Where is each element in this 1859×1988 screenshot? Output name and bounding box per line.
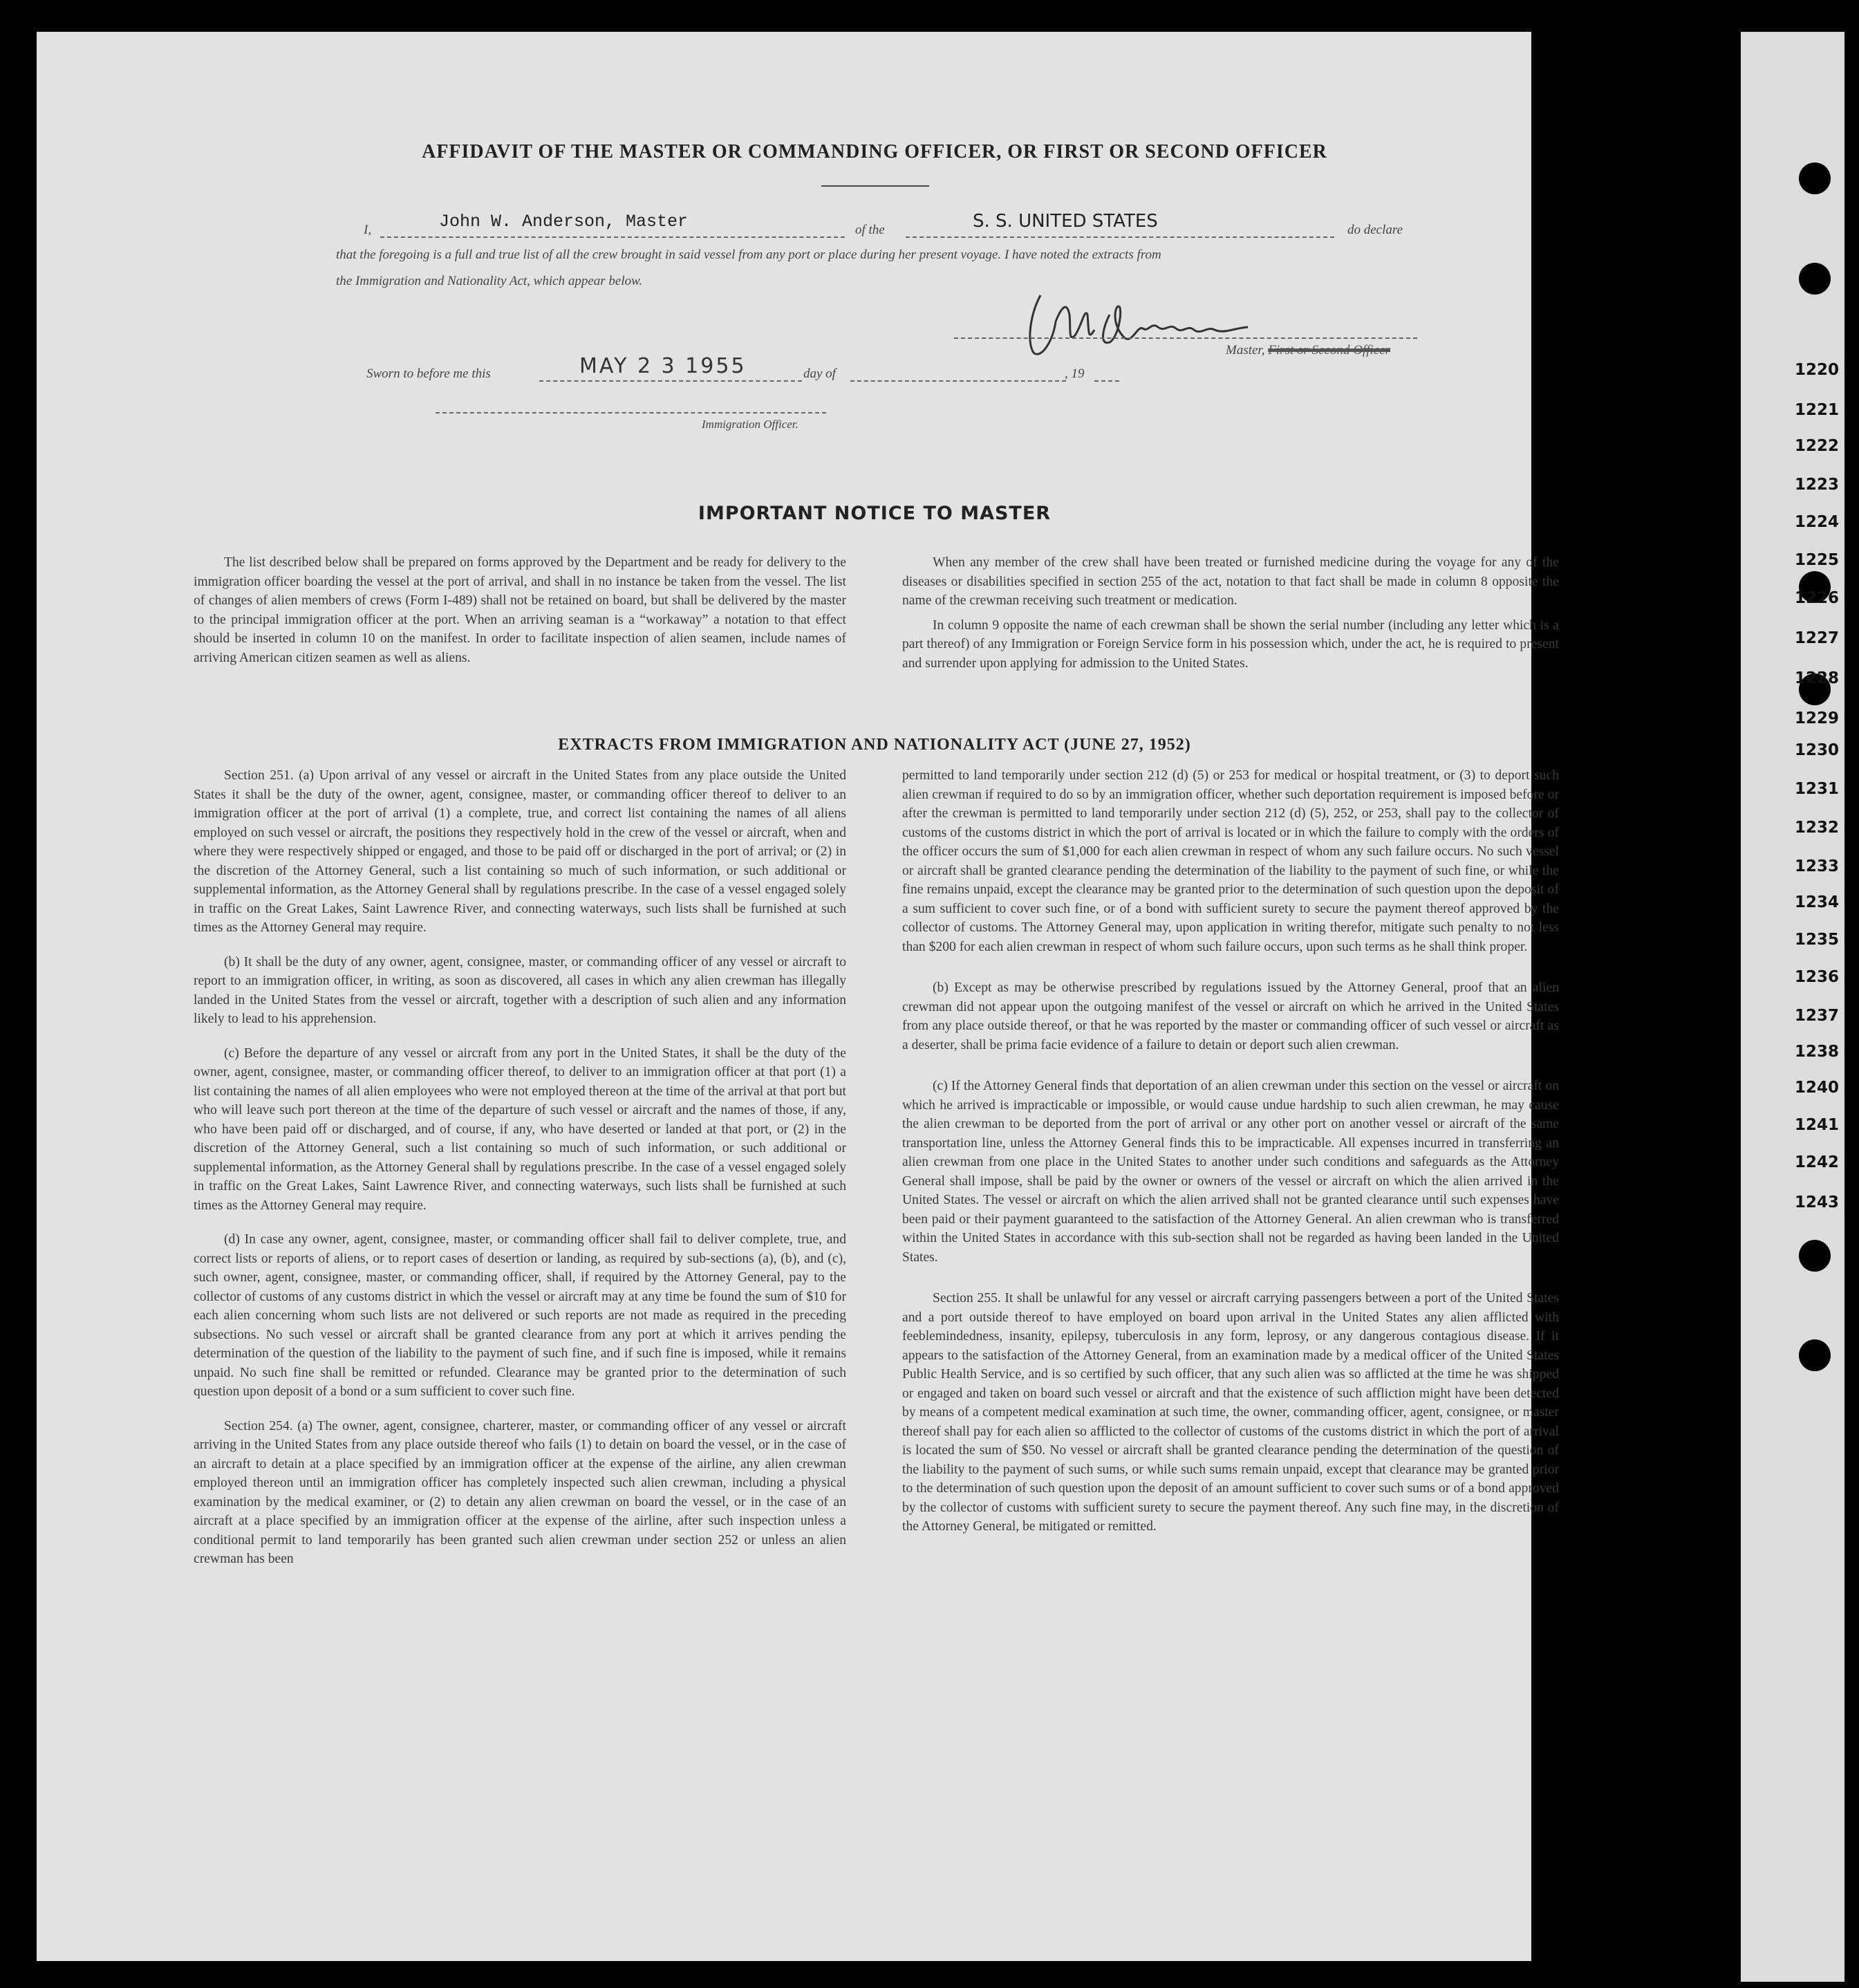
margin-number: 1234 xyxy=(1795,893,1840,911)
margin-number: 1235 xyxy=(1795,931,1840,949)
margin-number: 1225 xyxy=(1795,551,1840,569)
extracts-right-column xyxy=(902,766,1559,1552)
title-underline xyxy=(821,185,929,187)
struck-officer-caption: First or Second Officer xyxy=(1268,343,1391,357)
month-line xyxy=(850,380,1066,382)
margin-number: 1232 xyxy=(1795,819,1840,837)
margin-number: 1230 xyxy=(1795,741,1840,759)
sworn-date-line xyxy=(539,380,802,382)
act-paragraph: (c) Before the departure of any vessel or aircraft from any port in the United States, it shall be the duty of the owner, agent, consignee, master, or commanding officer thereof, to deliver to an immigration officer at that port (1) a list containing the names of all alien employees who were not employed thereon at the time of the arrival at that port but who will leave such port thereon at the time of the departure of such vessel or aircraft and the names of those, if any, who have been paid off or discharged, and of course, if any, who have deserted or landed at that port, or (2) in the discretion of the Attorney General, such a list containing so much of such information, or such additional or supplemental information, as the Attorney General shall by regulations prescribe. In the case of a vessel engaged solely in traffic on the Great Lakes, Saint Lawrence River, and connecting waterways, such lists shall be furnished at such times as the Attorney General may require. xyxy=(194,1046,846,1213)
notice-paragraph: When any member of the crew shall have been treated or furnished medicine during the voyage for any of the diseases or disabilities specified in section 255 of the act, notation to that fact shall be made in column 8 opposite the name of the crewman receiving such treatment or medication. xyxy=(902,555,1559,608)
i-label: I, xyxy=(364,223,372,237)
extracts-left-column xyxy=(194,766,846,1584)
margin-number: 1229 xyxy=(1795,709,1840,727)
master-signature xyxy=(1013,287,1265,363)
officer-caption: Immigration Officer. xyxy=(702,418,798,431)
declaration-line-2: the Immigration and Nationality Act, which appear below. xyxy=(336,274,643,288)
margin-number: 1231 xyxy=(1795,780,1840,798)
punch-hole xyxy=(1641,578,1668,606)
margin-number: 1242 xyxy=(1795,1153,1840,1171)
punch-hole xyxy=(1641,1348,1668,1376)
master-name: John W. Anderson, Master xyxy=(439,212,689,232)
margin-number: 1237 xyxy=(1795,1007,1840,1025)
act-paragraph: (c) If the Attorney General finds that deportation of an alien crewman under this section on the vessel or aircraft on which he arrived is impracticable or impossible, or would cause undue hardship to such alien crewman, he may cause the alien crewman to be deported from the port of arrival or any other port on another vessel or aircraft of the same transportation line, unless the Attorney General finds this to be impracticable. All expenses incurred in transferring an alien crewman from one place in the United States to another under such conditions and safeguards as the Attorney General shall impose, shall be paid by the owner or owners of the vessel or aircraft on which the alien arrived in the United States. The vessel or aircraft on which the alien arrived shall not be granted clearance until such expenses have been paid or their payment guaranteed to the satisfaction of the Attorney General. An alien crewman who is transferred within the United States in accordance with this sub-section shall not be regarded as having been landed in the United States. xyxy=(902,1079,1559,1265)
act-paragraph: Section 255. It shall be unlawful for any vessel or aircraft carrying passengers between a port of the United States and a port outside thereof to have employed on board upon arrival in the United States any alien afflicted with feeblemindedness, insanity, epilepsy, tuberculosis in any form, leprosy, or any dangerous contagious disease. If it appears to the satisfaction of the Attorney General, from an examination made by a medical officer of the United States Public Health Service, and is so certified by such officer, that any such alien was so afflicted at the time he was shipped or engaged and taken on board such vessel or aircraft and that the existence of such affliction might have been detected by means of a competent medical examination at such time, the owner, commanding officer, agent, consignee, or master thereof shall pay for each alien so afflicted to the collector of customs of the customs district in which the port of arrival is located the sum of $50. No vessel or aircraft shall be granted clearance pending the determination of the question of the liability to the payment of such sums, or while such sums remain unpaid, except that clearance may be granted prior to the determination of such question upon the deposit of an amount sufficient to cover such sums or of a bond approved by the collector of customs with sufficient surety to secure the payment thereof. Any such fine may, in the discretion of the Attorney General, be mitigated or remitted. xyxy=(902,1291,1559,1534)
sworn-date-stamp: MAY 2 3 1955 xyxy=(579,354,747,378)
margin-number: 1223 xyxy=(1795,476,1840,494)
notice-paragraph: In column 9 opposite the name of each crewman shall be shown the serial number (including any letter which is a part thereof) of any Immigration or Foreign Service form in his possession which, under the act, he is required to present and surrender upon applying for admission to the United States. xyxy=(902,617,1559,671)
punch-hole xyxy=(1799,1240,1831,1272)
margin-number: 1238 xyxy=(1795,1043,1840,1061)
day-of-label: day of xyxy=(803,366,836,381)
margin-number: 1224 xyxy=(1795,513,1840,531)
act-paragraph: Section 251. (a) Upon arrival of any vessel or aircraft in the United States from any place outside the United States it shall be the duty of the owner, agent, consignee, master, or commanding officer thereof to deliver to an immigration officer at the port of arrival (1) a complete, true, and correct list containing the names of all aliens employed on such vessel or aircraft, the positions they respectively hold in the crew of the vessel or aircraft, when and where they were respectively shipped or engaged, and those to be paid off or discharged in the port of arrival; or (2) in the discretion of the Attorney General, such a list containing so much of such information, or such additional or supplemental information, as the Attorney General shall by regulations prescribe. In the case of a vessel engaged solely in traffic on the Great Lakes, Saint Lawrence River, and connecting waterways, such lists shall be furnished at such times as the Attorney General may require. xyxy=(194,768,846,935)
do-declare-label: do declare xyxy=(1347,223,1403,237)
notice-right-column xyxy=(902,553,1559,688)
margin-number: 1228 xyxy=(1795,669,1840,687)
margin-number: 1221 xyxy=(1795,401,1840,419)
year-label: , 19 xyxy=(1065,366,1085,381)
declaration-line-1: that the foregoing is a full and true list of all the crew brought in said vessel from any port or place during her present voyage. I have noted the extracts from xyxy=(336,248,1161,262)
notice-title: IMPORTANT NOTICE TO MASTER xyxy=(698,503,1052,524)
signature-line xyxy=(954,337,1417,339)
margin-number: 1226 xyxy=(1795,589,1840,607)
punch-hole xyxy=(1641,1249,1668,1276)
extracts-title: EXTRACTS FROM IMMIGRATION AND NATIONALITY ACT (JUNE 27, 1952) xyxy=(558,736,1191,754)
officer-signature-line xyxy=(436,412,826,414)
margin-number: 1236 xyxy=(1795,968,1840,986)
punch-hole xyxy=(1799,1339,1831,1371)
punch-hole xyxy=(1641,272,1668,299)
vessel-name: S. S. UNITED STATES xyxy=(973,211,1158,232)
punch-hole xyxy=(1641,1744,1668,1772)
act-paragraph: Section 254. (a) The owner, agent, consignee, charterer, master, or commanding officer of any vessel or aircraft arriving in the United States from any place outside thereof who fails (1) to detain on board the vessel, or in the case of an aircraft to detain at a place specified by an immigration officer at the expense of the airline, any alien crewman employed thereon until an immigration officer has completely inspected such alien crewman, including a physical examination by the medical examiner, or (2) to detain any alien crewman on board the vessel, or in the case of an aircraft at a place specified by an immigration officer at the expense of the airline, after such inspection unless a conditional permit to land temporarily has been granted such alien crewman under section 252 or unless an alien crewman has been xyxy=(194,1418,846,1566)
master-caption: Master, xyxy=(1226,343,1265,357)
notice-left-column xyxy=(194,553,846,682)
year-line xyxy=(1094,380,1119,382)
margin-number: 1240 xyxy=(1795,1079,1840,1097)
signature-caption xyxy=(1226,343,1390,358)
punch-hole xyxy=(1799,263,1831,295)
notice-paragraph: The list described below shall be prepared on forms approved by the Department and be ready for delivery to the immigration officer boarding the vessel at the port of arrival, and shall in no instance be taken from the vessel. The list of changes of alien members of crews (Form I-489) shall not be retained on board, but shall be delivered by the master to the principal immigration officer at the port. When an arriving seaman is a “workaway” a notation to that effect should be inserted in column 10 on the manifest. In order to facilitate inspection of alien seamen, include names of arriving American citizen seamen as well as aliens. xyxy=(194,555,846,665)
margin-number: 1227 xyxy=(1795,629,1840,647)
margin-number: 1220 xyxy=(1795,361,1840,379)
margin-number: 1233 xyxy=(1795,857,1840,875)
act-paragraph: (b) Except as may be otherwise prescribed by regulations issued by the Attorney General, proof that an alien crewman did not appear upon the outgoing manifest of the vessel or aircraft on which he arrived in the United States from any place outside thereof, or that he was reported by the master or commanding officer of such vessel or aircraft as a deserter, shall be prima facie evidence of a failure to detain or deport such alien crewman. xyxy=(902,981,1559,1052)
affidavit-title: AFFIDAVIT OF THE MASTER OR COMMANDING OFFICER, OR FIRST OR SECOND OFFICER xyxy=(422,141,1327,162)
name-field-line xyxy=(380,236,845,238)
punch-hole xyxy=(1641,1651,1668,1679)
vessel-field-line xyxy=(906,236,1334,238)
sworn-label: Sworn to before me this xyxy=(366,366,491,381)
margin-number: 1222 xyxy=(1795,437,1840,455)
margin-number: 1241 xyxy=(1795,1116,1840,1134)
act-paragraph: permitted to land temporarily under section 212 (d) (5) or 253 for medical or hospital treatment, or (3) to deport such alien crewman if required to do so by an immigration officer, whether such deportation requirement is imposed before or after the crewman is permitted to land temporarily under section 212 (d) (5), 252, or 253, shall pay to the collector of customs of the customs district in which the port of arrival is located or in which the failure to comply with the orders of the officer occurs the sum of $1,000 for each alien crewman in respect of whom any such failure occurs. No such vessel or aircraft shall be granted clearance pending the determination of the liability to the payment of such fine, or while the fine remains unpaid, except the clearance may be granted prior to the determination of such question upon the deposit of a sum sufficient to cover such fine, or of a bond with sufficient surety to secure the payment thereof approved by the collector of customs. The Attorney General may, upon application in writing therefor, mitigate such penalty to not less than $200 for each alien crewman in respect of whom such failure occurs, upon such terms as he shall think proper. xyxy=(902,768,1559,954)
act-paragraph: (d) In case any owner, agent, consignee, master, or commanding officer shall fail to deliver complete, true, and correct lists or reports of aliens, or to report cases of desertion or landing, as required by sub-sections (a), (b), and (c), such owner, agent, consignee, master, or commanding officer, shall, if required by the Attorney General, pay to the collector of customs of any customs district in which the vessel or aircraft may at any time be found the sum of $10 for each alien concerning whom such lists are not delivered or such reports are not made as required in the preceding subsections. No such vessel or aircraft shall be granted clearance from any port at which it arrives pending the determination of the question of the liability to the payment of such fine, and if such fine is imposed, while it remains unpaid. No such fine shall be remitted or refunded. Clearance may be granted prior to the determination of such question upon deposit of a bond or a sum sufficient to cover such fine. xyxy=(194,1232,846,1399)
act-paragraph: (b) It shall be the duty of any owner, agent, consignee, master, or commanding officer of any vessel or aircraft to report to an immigration officer, in writing, as soon as discovered, all cases in which any alien crewman has illegally landed in the United States from the vessel or aircraft, together with a description of such alien and any information likely to lead to his apprehension. xyxy=(194,954,846,1026)
punch-hole xyxy=(1799,162,1831,194)
punch-hole xyxy=(1641,171,1668,199)
margin-number: 1243 xyxy=(1795,1193,1840,1211)
punch-hole xyxy=(1641,679,1668,707)
of-the-label: of the xyxy=(855,223,885,237)
